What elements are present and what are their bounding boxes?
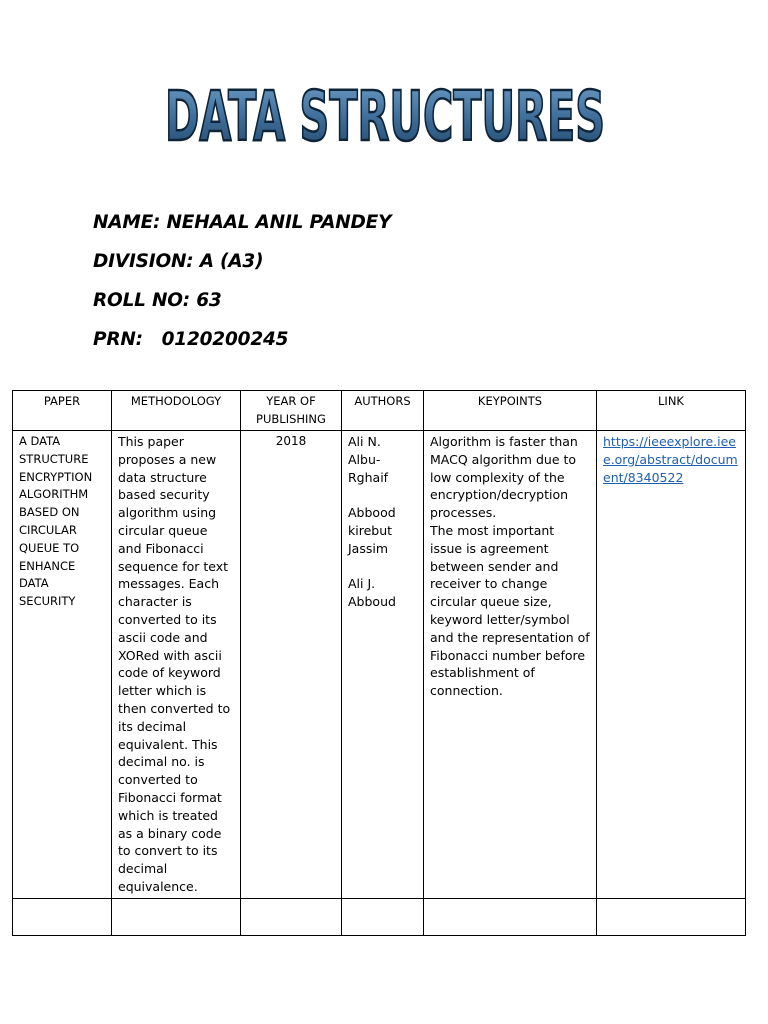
cell-methodology: This paper proposes a new data structure based security algorithm using circular queue and Fibonacci sequence for text messages. Each character is converted to its ascii code and XORed with ascii code of keyword letter which is then converted to its decimal equivalent. This decimal no. is converted to Fibonacci format which is treated as a binary code to convert to its decimal equivalence. <box>112 431 241 899</box>
header-keypoints: KEYPOINTS <box>424 391 597 431</box>
student-division: DIVISION: A (A3) <box>93 251 264 272</box>
header-year: YEAR OF PUBLISHING <box>241 391 342 431</box>
empty-cell <box>241 898 342 935</box>
paper-link[interactable]: https://ieeexplore.ieee.org/abstract/document/8340522 <box>603 434 738 485</box>
title-wordart <box>150 78 620 158</box>
student-roll-no: ROLL NO: 63 <box>93 290 222 311</box>
title-text: DATA STRUCTURES <box>164 77 605 158</box>
table-row-empty <box>13 898 746 935</box>
header-authors: AUTHORS <box>342 391 424 431</box>
header-link: LINK <box>597 391 746 431</box>
keypoint-2: The most important issue is agreement between sender and receiver to change circular queue size, keyword letter/symbol and the representation of Fibonacci number before establishment of connection. <box>430 522 590 699</box>
header-methodology: METHODOLOGY <box>112 391 241 431</box>
student-name: NAME: NEHAAL ANIL PANDEY <box>93 212 392 233</box>
header-paper: PAPER <box>13 391 112 431</box>
empty-cell <box>112 898 241 935</box>
papers-table <box>12 390 746 936</box>
table-row <box>13 431 746 899</box>
cell-link <box>597 431 746 899</box>
empty-cell <box>597 898 746 935</box>
empty-cell <box>424 898 597 935</box>
empty-cell <box>13 898 112 935</box>
cell-authors <box>342 431 424 899</box>
author-3: Ali J. Abboud <box>348 576 396 610</box>
cell-paper: A DATA STRUCTURE ENCRYPTION ALGORITHM BASED ON CIRCULAR QUEUE TO ENHANCE DATA SECURITY <box>13 431 112 899</box>
author-2: Abbood kirebut Jassim <box>348 505 396 556</box>
empty-cell <box>342 898 424 935</box>
table-header-row <box>13 391 746 431</box>
student-prn: PRN: 0120200245 <box>93 329 289 350</box>
document-title <box>150 78 620 158</box>
cell-keypoints <box>424 431 597 899</box>
student-info <box>93 205 391 361</box>
author-1: Ali N. Albu-Rghaif <box>348 434 389 485</box>
keypoint-1: Algorithm is faster than MACQ algorithm due to low complexity of the encryption/decryption processes. <box>430 434 578 521</box>
cell-year: 2018 <box>241 431 342 899</box>
